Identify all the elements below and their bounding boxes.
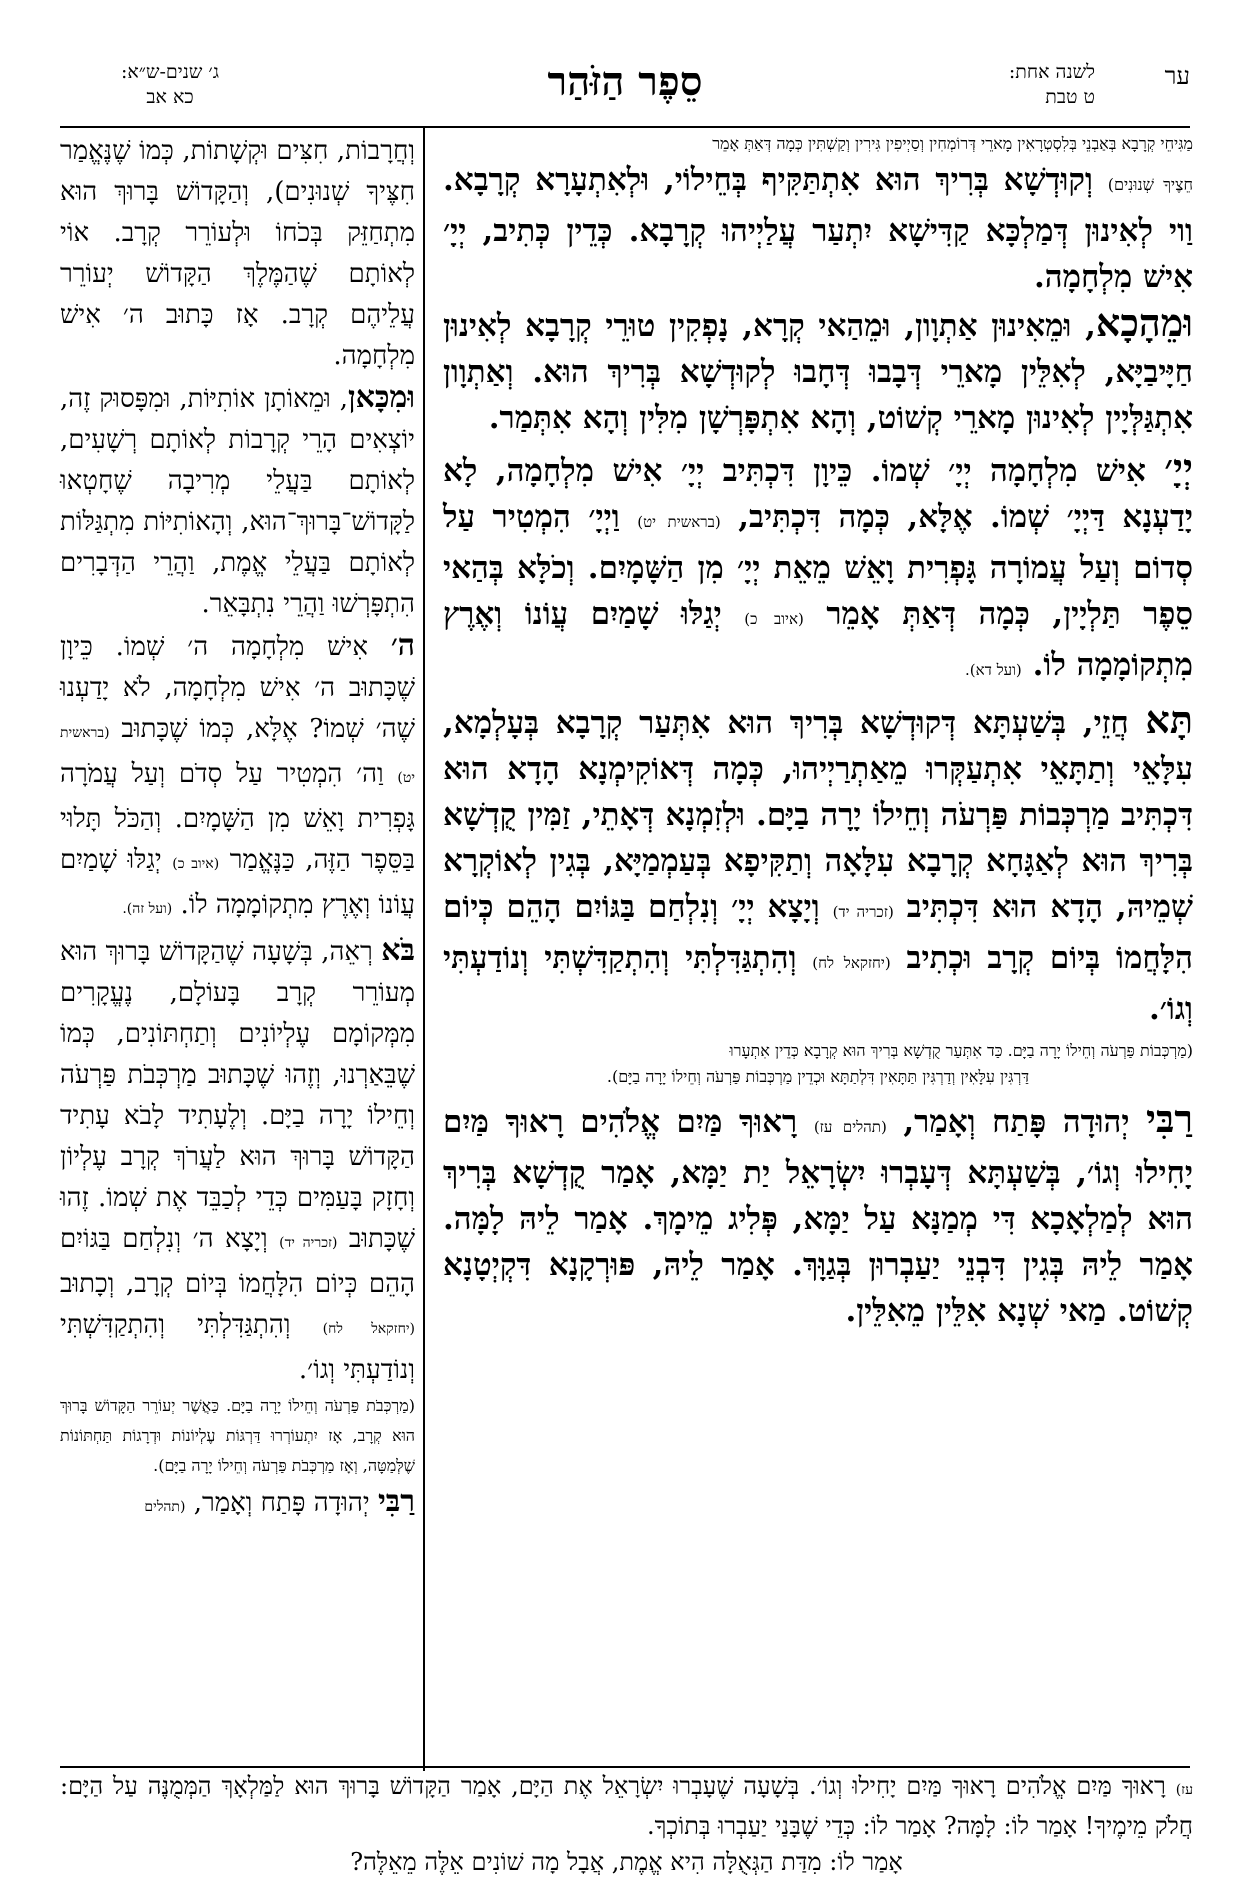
side-text: (מַרְכְּבֹת פַּרְעֹה וְחֵילוֹ יָרָה בַיָּם. כַּאֲשֶׁר יְעוֹרֵר הַקָּדוֹשׁ בָּרוּךְ הוּא קְרָב, אָז יִתְעוֹרְרוּ דַּרְגּוֹת עֶלְיוֹנוֹת וּדְרָגוֹת תַּחְתּוֹנוֹת שֶׁלְּמַטָּה, וְאָז מַרְכְּבֹת פַּרְעֹה וְחֵילוֹ יָרָה בַיָּם). — [60, 1396, 415, 1475]
side-paragraph-2 — [60, 377, 415, 625]
side-paragraph-5-small — [60, 1391, 415, 1481]
column-divider — [423, 126, 425, 1771]
main-paragraph-4 — [443, 697, 1193, 1032]
main-text: חֲזֵי, בְּשַׁעְתָּא דְּקוּדְשָׁא בְּרִיךְ הוּא אִתְּעַר קְרָבָא בְּעָלְמָא, עִלָּאֵי וְתַתָּאֵי אִתְעַקְּרוּ מֵאַתְרַיְיהוּ, כְּמָה דְּאוֹקִימְנָא הָדָא הוּא דִּכְתִּיב מַרְכְּבוֹת פַּרְעֹה וְחֵילוֹ יָרָה בַיָּם. וּלְזִמְנָא דְּאָתֵי, זַמִּין קֻדְשָׁא בְּרִיךְ הוּא לְאַגָּחָא קְרָבָא עִלָּאָה וְתַקִּיפָא בְּעַמְמַיָּא, בְּגִין לְאוֹקְרָא שְׁמֵיהּ, הָדָא הוּא דִּכְתִּיב — [443, 705, 1193, 925]
footer-paragraph — [60, 1768, 1193, 1844]
main-text: וְהִתְגַּדִּלְתִּי וְהִתְקַדִּשְׁתִּי וְנוֹדַעְתִּי וְגוֹ׳. — [443, 940, 1193, 1027]
verse-reference: (זכריה יד) — [832, 903, 894, 921]
lead-word: תָּא — [1145, 697, 1193, 742]
main-paragraph-5-small — [443, 1038, 1193, 1064]
main-paragraph-1 — [443, 157, 1193, 300]
book-title: סֵפֶר הַזֹּהַר — [547, 58, 703, 105]
lead-word: רַבִּי — [1146, 1096, 1193, 1141]
main-text: וַיְיָ׳ הִמְטִיר עַל סְדוֹם וְעַל עֲמוֹרָה גָּפְרִית וָאֵשׁ מֵאֵת יְיָ׳ מִן הַשָּׁמָיִם. וְכֹלָּא בְּהַאי סֵפֶר תַּלְיָין, כְּמָה דְּאַתְּ אָמֵר — [443, 499, 1193, 632]
main-text: דַּרְגִּין עִלָּאִין וְדַרְגִּין תַּתָּאִין דִּלְתַתָּא וּכְדֵין מַרְכְּבוֹת פַּרְעֹה וְחֵילוֹ יָרָה בַיָּם). — [606, 1067, 1030, 1086]
main-paragraph-5-small-b — [443, 1064, 1193, 1090]
footer-last-line: אָמַר לוֹ: מִדַּת הַגְּאֻלָּה הִיא אֱמֶת, אֲבָל מָה שׁוֹנִים אֵלֶּה מֵאֵלֶּה? — [350, 1848, 903, 1876]
page-header — [60, 60, 1190, 130]
lead-word: יְיָ׳ — [1164, 445, 1193, 490]
side-text: וַה׳ הִמְטִיר עַל סְדֹם וְעַל עֲמֹרָה גָּפְרִית וָאֵשׁ מִן הַשָּׁמָיִם. וְהַכֹּל תָּלוּי בַּסֵּפֶר הַזֶּה, כַּנֶּאֱמַר — [60, 759, 415, 875]
verse-reference: (תהלים עז) — [813, 1118, 887, 1136]
verse-reference: (איוב כ) — [744, 610, 804, 628]
main-text: וְיָצָא יְיָ׳ וְנִלְחַם בַּגּוֹיִם הָהֵם כְּיוֹם הִלָּחֲמוֹ בְּיוֹם קְרָב וּכְתִיב — [443, 889, 1194, 976]
verse-reference: (איוב כ) — [172, 856, 220, 872]
main-text: אִישׁ מִלְחָמָה יְיָ׳ שְׁמוֹ. כֵּיוָן דִּכְתִּיב יְיָ׳ אִישׁ מִלְחָמָה, לָא יָדַעְנָא דַּיְיָ׳ שְׁמוֹ. אֶלָּא, כְּמָה דִּכְתִּיב, — [443, 453, 1193, 535]
main-text: רָאוּךָ מַּיִם אֱלֹהִים רָאוּךָ מַּיִם יָחִילוּ וְגוֹ׳, בְּשַׁעְתָּא דְּעָבְרוּ יִשְׂרָאֵל יַת יַמָּא, אָמַר קֻדְשָׁא בְּרִיךְ הוּא לְמַלְאָכָא דִּי מְמַנָּא עַל יַמָּא, פְּלִיג מֵימָךְ. אָמַר לֵיהּ לָמָּה. אָמַר לֵיהּ בְּגִין דִּבְנֵי יַעַבְרוּן בְּגַוָּךְ. אָמַר לֵיהּ, פּוּרְקָנָא דִּקְיְטָנָא קְשׁוֹט. מַאי שְׁנָא אִלֵּין מֵאִלֵּין. — [443, 1104, 1193, 1329]
main-text: , וּמֵאִינוּן אַתְוָון, וּמֵהַאי קְרָא, נָפְקִין טוּרֵי קְרָבָא לְאִינוּן חַיָּיבַיָּא, לְאִלֵּין מָארֵי דְּבָבוּ דְּחָבוּ לְקוּדְשָׁא בְּרִיךְ הוּא. וְאַתְוָון אִתְגַּלְּיָין לְאִינוּן מָארֵי קְשׁוֹט, וְהָא אִתְפָּרְשָׁן מִלִּין וְהָא אִתְּמַר. — [443, 308, 1193, 436]
side-text: , וּמֵאוֹתָן אוֹתִיּוֹת, וּמִפָּסוּק זֶה, יוֹצְאִים הָרֵי קְרָבוֹת לְאוֹתָם רְשָׁעִים, לְאוֹתָם בַּעֲלֵי מְרִיבָה שֶׁחָטְאוּ לַקָּדוֹשׁ־בָּרוּךְ־הוּא, וְהָאוֹתִיּוֹת מִתְגַּלּוֹת לְאוֹתָם בַּעֲלֵי אֱמֶת, וַהֲרֵי הַדְּבָרִים הִתְפָּרְשׁוּ וַהֲרֵי נִתְבָּאֵר. — [60, 384, 415, 619]
verse-reference: (בראשית יט) — [637, 513, 721, 531]
header-date: ט טבת — [1045, 86, 1095, 108]
main-text: (מַרְכְּבוֹת פַּרְעֹה וְחֵילוֹ יָרָה בַיָּם. כַּד אִתְּעַר קֻדְשָׁא בְּרִיךְ הוּא קְרָבָא כְּדֵין אִתְעָרוּ — [729, 1041, 1193, 1060]
lead-word: ה׳ — [390, 628, 415, 663]
main-text: יְגַלּוּ שָׁמַיִם עֲוֹנוֹ וְאֶרֶץ מִתְקוֹמָמָה לוֹ. — [443, 596, 1193, 683]
translation-column — [60, 127, 415, 1767]
lead-word: רַבִּי — [377, 1484, 415, 1519]
verse-reference: (ועל דא). — [964, 661, 1022, 679]
main-text: יְהוּדָה פָּתַח וְאָמַר, — [903, 1104, 1147, 1140]
verse-reference: (יחזקאל לח) — [322, 1321, 415, 1337]
side-paragraph-4 — [60, 930, 415, 1391]
side-paragraph-3 — [60, 625, 415, 930]
lead-word: וּמֵהָכָא — [1095, 300, 1193, 345]
main-paragraph-2 — [443, 300, 1193, 441]
side-text: רְאֵה, בְּשָׁעָה שֶׁהַקָּדוֹשׁ בָּרוּךְ הוּא מְעוֹרֵר קְרָב בָּעוֹלָם, נֶעֱקָרִים מִמְּקוֹמָם עֶלְיוֹנִים וְתַחְתּוֹנִים, כְּמוֹ שֶׁבֵּאַרְנוּ, וְזֶהוּ שֶׁכָּתוּב מַרְכְּבֹת פַּרְעֹה וְחֵילוֹ יָרָה בַיָּם. וְלֶעָתִיד לָבֹא עָתִיד הַקָּדוֹשׁ בָּרוּךְ הוּא לַעֲרֹךְ קְרָב עֶלְיוֹן וְחָזָק בָּעַמִּים כְּדֵי לְכַבֵּד אֶת שְׁמוֹ. זֶהוּ שֶׁכָּתוּב — [60, 937, 416, 1254]
side-text: וְיָצָא ה׳ וְנִלְחַם בַּגּוֹיִם הָהֵם כְּיוֹם הִלָּחֲמוֹ בְּיוֹם קְרָב, וְכָתוּב — [60, 1224, 415, 1299]
main-text: וְקוּדְשָׁא בְּרִיךְ הוּא אִתְתַּקִּיף בְּחֵילוֹי, וּלְאִתְעָרָא קְרָבָא. וַוי לְאִינוּן דְּמַלְכָּא קַדִּישָׁא יִתְעַר עֲלַיְיהוּ קְרָבָא. כְּדֵין כְּתִיב, יְיָ׳ אִישׁ מִלְחָמָה. — [443, 162, 1193, 295]
main-paragraph-6 — [443, 1096, 1193, 1334]
lead-word: וּמִכָּאן — [347, 380, 415, 415]
verse-reference: חֵצֶיךָ שְׁנוּנִים) — [1107, 175, 1193, 194]
header-schedule-label-left: ג׳ שנים-ש״א: — [120, 61, 220, 83]
main-paragraph-3 — [443, 445, 1193, 693]
verse-reference: (ועל זה). — [122, 901, 173, 917]
side-text: אִישׁ מִלְחָמָה ה׳ שְׁמוֹ. כֵּיוָן שֶׁכָּתוּב ה׳ אִישׁ מִלְחָמָה, לֹא יָדַעְנוּ שֶׁה׳ שְׁמוֹ? אֶלָּא, כְּמוֹ שֶׁכָּתוּב — [60, 632, 415, 744]
side-text: יְגַלּוּ שָׁמַיִם עֲוֹנוֹ וְאֶרֶץ מִתְקוֹמָמָה לוֹ. — [60, 845, 415, 920]
footer-continuation — [60, 1768, 1193, 1880]
verse-reference: (בראשית יט) — [60, 725, 415, 786]
side-text: וְחֲרָבוֹת, חִצִּים וּקְשָׁתוֹת, כְּמוֹ שֶׁנֶּאֱמַר חִצֶּיךָ שְׁנוּנִים), וְהַקָּדוֹשׁ בָּרוּךְ הוּא מִתְחַזֵּק בְּכֹחוֹ וּלְעוֹרֵר קְרָב. אוֹי לְאוֹתָם שֶׁהַמֶּלֶךְ הַקָּדוֹשׁ יְעוֹרֵר עֲלֵיהֶם קְרָב. אָז כָּתוּב ה׳ אִישׁ מִלְחָמָה. — [60, 136, 415, 371]
verse-reference: (זכריה יד) — [279, 1235, 338, 1251]
side-text: יְהוּדָה פָּתַח וְאָמַר, — [193, 1488, 378, 1518]
lead-word: בֹּא — [381, 933, 415, 968]
verse-reference: (יחזקאל לח) — [812, 954, 891, 972]
footer-text: רָאוּךָ מַּיִם אֱלֹהִים רָאוּךָ מַּיִם יָחִילוּ וְגוֹ׳. בְּשָׁעָה שֶׁעָבְרוּ יִשְׂרָאֵל אֶת הַיָּם, אָמַר הַקָּדוֹשׁ בָּרוּךְ הוּא לַמַּלְאָךְ הַמְּמֻנֶּה עַל הַיָּם: חֲלֹק מֵימֶיךָ! אָמַר לוֹ: לָמָּה? אָמַר לוֹ: כְּדֵי שֶׁבָּנַי יַעַבְרוּ בְּתוֹכְךָ. — [60, 1772, 1193, 1840]
header-schedule-label: לשנה אחת: — [1008, 61, 1095, 83]
side-paragraph-6 — [60, 1481, 415, 1528]
verse-reference: עז) — [1175, 1782, 1193, 1798]
header-date-left: כא אב — [146, 86, 194, 108]
verse-reference: (תהלים — [144, 1499, 186, 1515]
page-number: ער — [1164, 62, 1190, 90]
main-text: מַגִּיחֵי קְרָבָא בְּאַבְנֵי בְּלִסְטְרָאִין מָארֵי דְּרוֹמְחִין וְסַיְיפִין גִּירִין וְקַשְׁתִּין כְּמָה דְּאַתְּ אָמֵר — [712, 134, 1193, 153]
main-paragraph-1-small — [443, 131, 1193, 157]
side-text: וְהִתְגַּדִּלְתִּי וְהִתְקַדִּשְׁתִּי וְנוֹדַעְתִּי וְגוֹ׳. — [60, 1310, 415, 1385]
main-column — [443, 127, 1193, 1767]
header-left-info — [60, 60, 280, 110]
side-paragraph-1 — [60, 131, 415, 377]
